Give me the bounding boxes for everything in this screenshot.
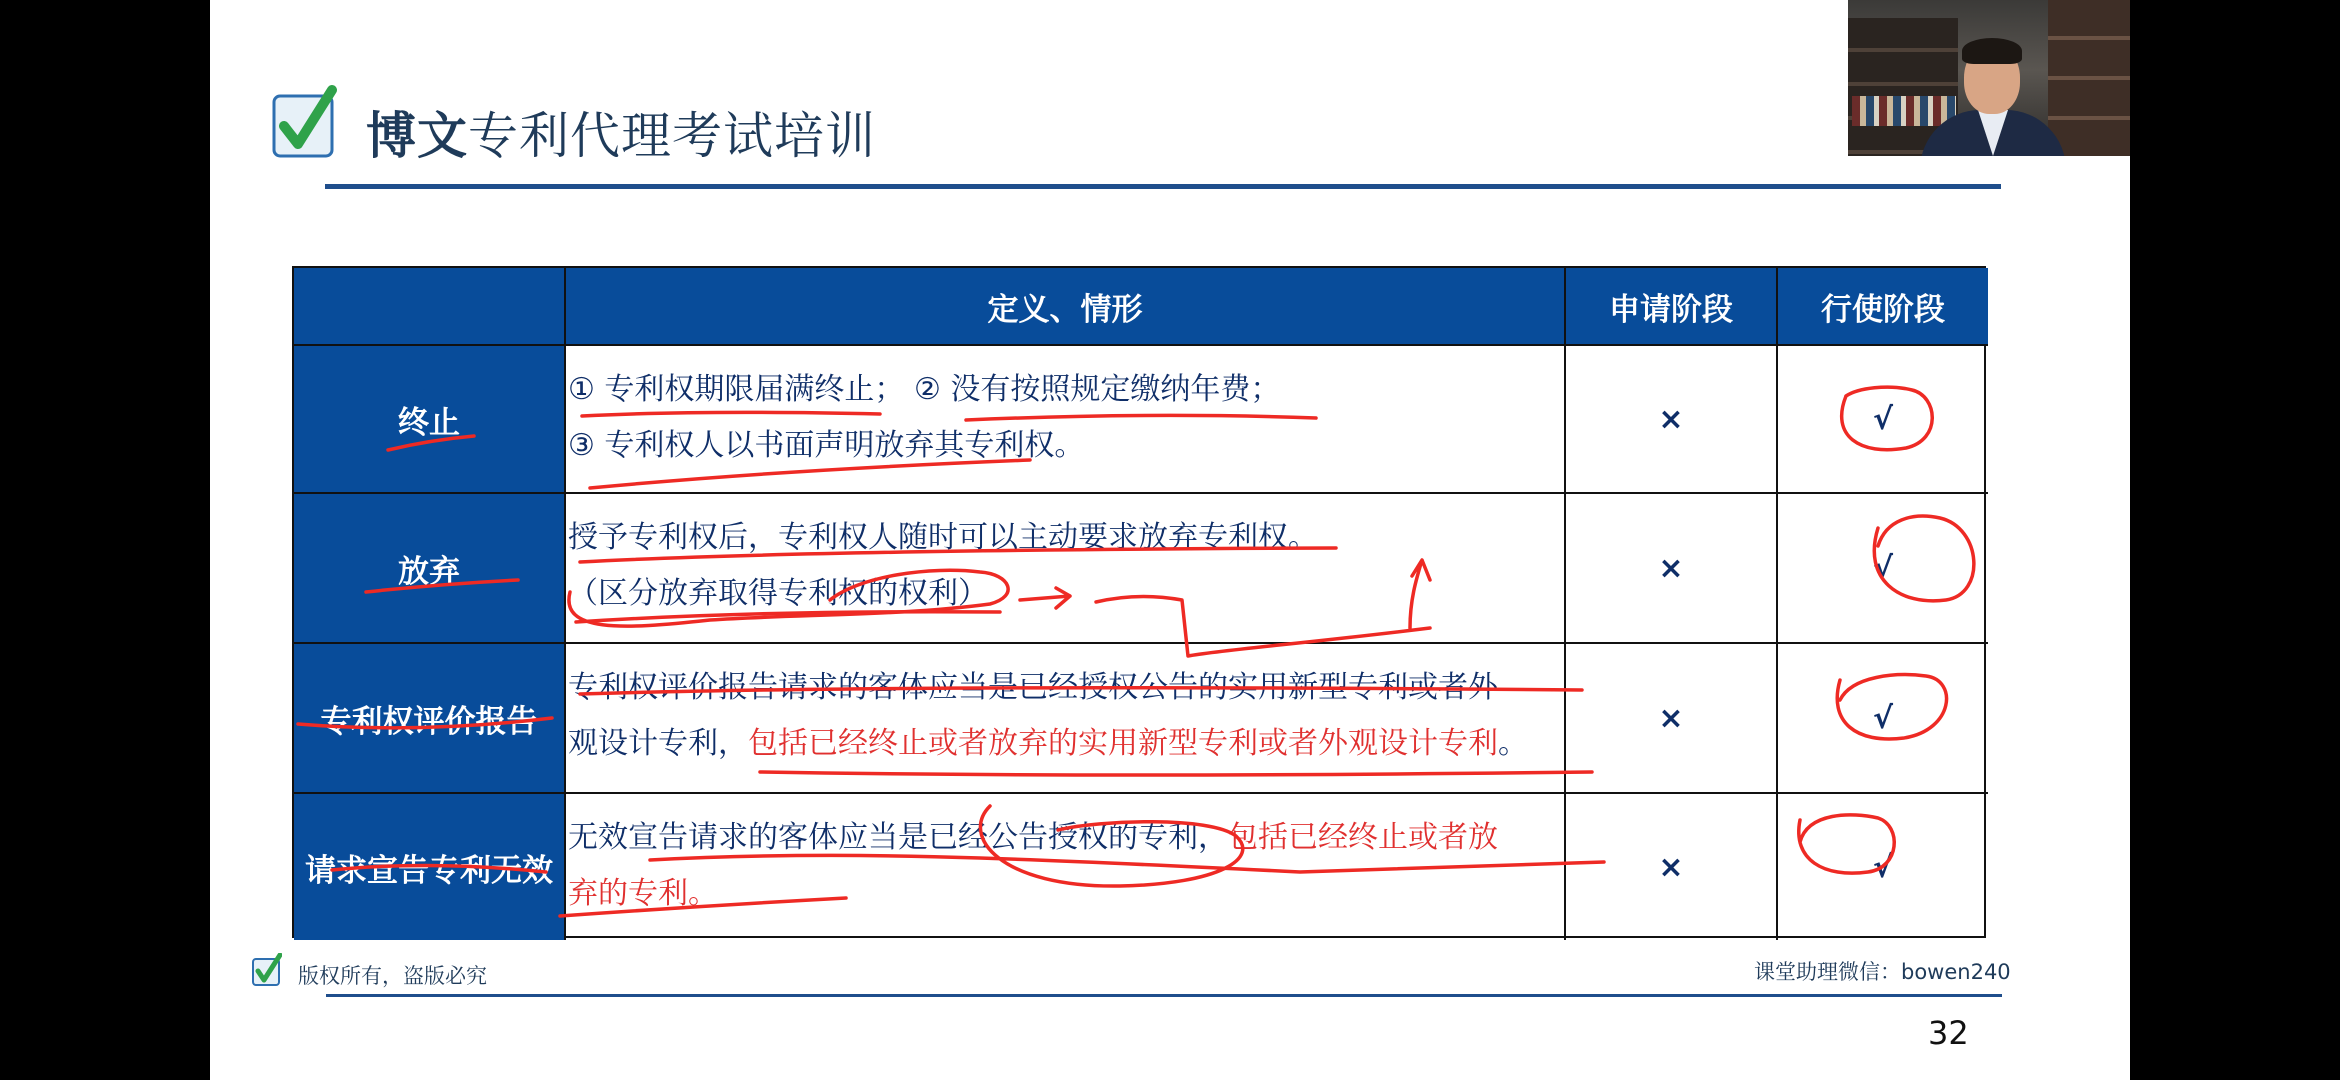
assistant-wechat: 课堂助理微信：bowen240 [1754, 960, 2011, 984]
header-empty [294, 268, 566, 346]
brand-title: 博文专利代理考试培训 [366, 107, 876, 165]
row-content-abandon: 授予专利权后，专利权人随时可以主动要求放弃专利权。 （区分放弃取得专利权的权利） [566, 494, 1566, 644]
apply-mark: × [1566, 346, 1778, 494]
header-definition: 定义、情形 [566, 268, 1566, 346]
exercise-mark: √ [1778, 494, 1988, 644]
row-content-termination: ① 专利权期限届满终止； ② 没有按照规定缴纳年费； ③ 专利权人以书面声明放弃其专利权。 [566, 346, 1566, 494]
webcam-video [1848, 0, 2130, 156]
header-divider [325, 184, 2001, 189]
row-label-termination: 终止 [294, 346, 566, 494]
apply-mark: × [1566, 494, 1778, 644]
exercise-mark: √ [1778, 644, 1988, 794]
copyright-notice: 版权所有，盗版必究 [298, 964, 487, 988]
apply-mark: × [1566, 644, 1778, 794]
header-apply-stage: 申请阶段 [1566, 268, 1778, 346]
row-content-evaluation-report: 专利权评价报告请求的客体应当是已经授权公告的实用新型专利或者外 观设计专利，包括已经终止或者放弃的实用新型专利或者外观设计专利。 [566, 644, 1566, 794]
row-label-abandon: 放弃 [294, 494, 566, 644]
checkmark-logo-icon [272, 84, 338, 160]
comparison-table [292, 266, 1986, 938]
exercise-mark: √ [1872, 849, 1893, 885]
footer-checkmark-icon [252, 953, 282, 987]
footer-divider [326, 994, 2002, 997]
exercise-mark: √ [1778, 346, 1988, 494]
header-exercise-stage: 行使阶段 [1778, 268, 1988, 346]
apply-mark: × [1566, 794, 1778, 940]
row-label-evaluation-report: 专利权评价报告 [294, 644, 566, 794]
row-label-invalidation: 请求宣告专利无效 [294, 794, 566, 940]
row-content-invalidation: 无效宣告请求的客体应当是已经公告授权的专利，包括已经终止或者放 弃的专利。 [566, 794, 1566, 940]
page-number: 32 [1928, 1014, 1969, 1052]
